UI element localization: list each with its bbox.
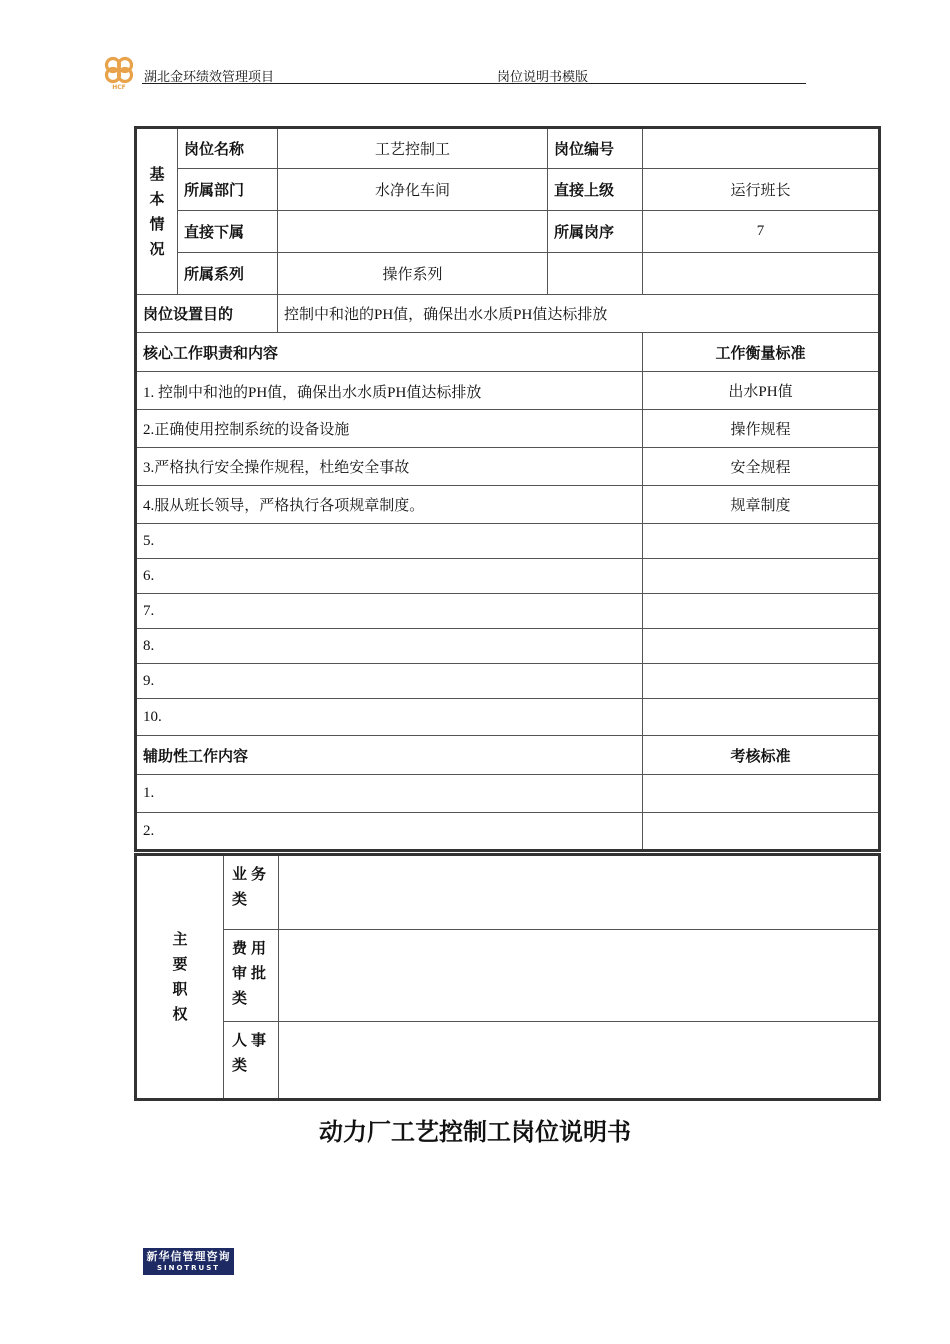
authority-table: [134, 853, 881, 1101]
core-standard: [643, 594, 880, 629]
header-project-name: 湖北金环绩效管理项目: [144, 69, 275, 84]
table-row: [136, 410, 880, 448]
basic-row: [136, 128, 880, 169]
aux-header-row: [136, 736, 880, 775]
table-row: [136, 524, 880, 559]
aux-standard: [643, 775, 880, 813]
header-doc-type: 岗位说明书模版: [497, 69, 589, 84]
company-logo: [100, 54, 140, 90]
value-job-title: 工艺控制工: [278, 128, 548, 169]
aux-duty: 1.: [136, 775, 643, 813]
authority-content-personnel: [279, 1022, 880, 1100]
aux-standard: [643, 813, 880, 851]
basic-section-label: 基本情况: [136, 128, 178, 295]
core-duty: 3.严格执行安全操作规程，杜绝安全事故: [136, 448, 643, 486]
core-duty: 6.: [136, 559, 643, 594]
core-duty: 7.: [136, 594, 643, 629]
core-duty: 5.: [136, 524, 643, 559]
label-job-series: 所属系列: [178, 253, 278, 295]
label-empty: [548, 253, 643, 295]
authority-row: [136, 1022, 880, 1100]
value-empty: [643, 253, 880, 295]
purpose-value: 控制中和池的PH值，确保出水水质PH值达标排放: [278, 295, 880, 333]
consultancy-logo-name: 新华信管理咨询: [146, 1250, 231, 1263]
logo-text: HCF: [112, 84, 126, 90]
basic-row: [136, 253, 880, 295]
purpose-row: [136, 295, 880, 333]
core-header-standard: 工作衡量标准: [643, 333, 880, 372]
aux-header-standard: 考核标准: [643, 736, 880, 775]
core-duty: 2.正确使用控制系统的设备设施: [136, 410, 643, 448]
authority-content-expense: [279, 930, 880, 1022]
basic-row: [136, 211, 880, 253]
table-row: [136, 813, 880, 851]
job-description-table: [134, 126, 881, 852]
basic-row: [136, 169, 880, 211]
authority-category-expense: 费用审批类: [224, 930, 279, 1022]
table-row: [136, 594, 880, 629]
core-header-duties: 核心工作职责和内容: [136, 333, 643, 372]
label-subordinates: 直接下属: [178, 211, 278, 253]
authority-category-business: 业务类: [224, 855, 279, 930]
table-row: [136, 775, 880, 813]
authority-row: [136, 855, 880, 930]
value-job-code: [643, 128, 880, 169]
core-standard: 出水PH值: [643, 372, 880, 410]
table-row: [136, 629, 880, 664]
table-row: [136, 664, 880, 699]
consultancy-logo-en: SINOTRUST: [156, 1264, 221, 1272]
aux-header-duties: 辅助性工作内容: [136, 736, 643, 775]
table-row: [136, 699, 880, 736]
core-standard: [643, 699, 880, 736]
core-standard: [643, 629, 880, 664]
authority-section-label: 主要职权: [136, 855, 224, 1100]
core-duty: 10.: [136, 699, 643, 736]
core-duty: 1. 控制中和池的PH值，确保出水水质PH值达标排放: [136, 372, 643, 410]
label-job-code: 岗位编号: [548, 128, 643, 169]
core-duty: 8.: [136, 629, 643, 664]
label-department: 所属部门: [178, 169, 278, 211]
table-row: [136, 372, 880, 410]
core-duty: 4.服从班长领导，严格执行各项规章制度。: [136, 486, 643, 524]
core-standard: [643, 524, 880, 559]
core-standard: 规章制度: [643, 486, 880, 524]
table-row: [136, 559, 880, 594]
table-row: [136, 486, 880, 524]
value-department: 水净化车间: [278, 169, 548, 211]
core-standard: [643, 664, 880, 699]
core-header-row: [136, 333, 880, 372]
value-job-series: 操作系列: [278, 253, 548, 295]
table-row: [136, 448, 880, 486]
document-title: 动力厂工艺控制工岗位说明书: [319, 1118, 631, 1146]
header-rule: [142, 83, 806, 84]
aux-duty: 2.: [136, 813, 643, 851]
label-job-sequence: 所属岗序: [548, 211, 643, 253]
purpose-label: 岗位设置目的: [136, 295, 278, 333]
value-job-sequence: 7: [643, 211, 880, 253]
authority-content-business: [279, 855, 880, 930]
consultancy-logo: [143, 1248, 234, 1275]
value-subordinates: [278, 211, 548, 253]
authority-category-personnel: 人事类: [224, 1022, 279, 1100]
core-standard: 操作规程: [643, 410, 880, 448]
core-standard: [643, 559, 880, 594]
core-duty: 9.: [136, 664, 643, 699]
label-supervisor: 直接上级: [548, 169, 643, 211]
core-standard: 安全规程: [643, 448, 880, 486]
authority-row: [136, 930, 880, 1022]
label-job-title: 岗位名称: [178, 128, 278, 169]
value-supervisor: 运行班长: [643, 169, 880, 211]
